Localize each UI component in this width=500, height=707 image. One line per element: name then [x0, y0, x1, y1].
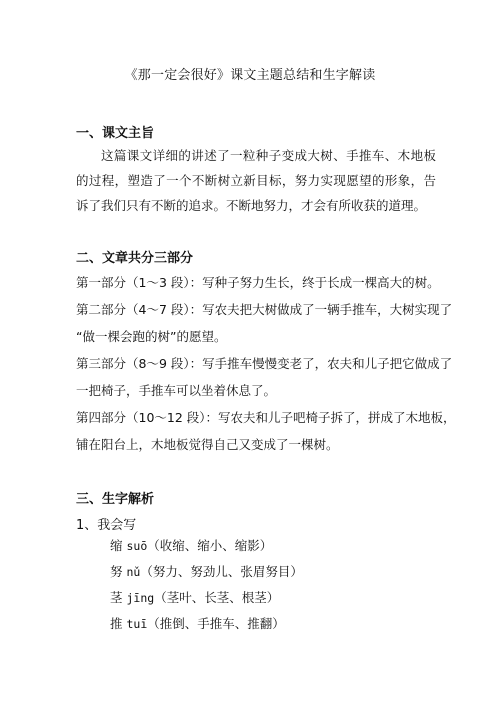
character: 努: [110, 564, 123, 579]
structure-line: 第四部分（10～12 段）：写农夫和儿子吧椅子拆了，拼成了木地板，: [76, 410, 456, 425]
example-words: （收缩、缩小、缩影）: [147, 538, 273, 553]
section-heading-theme: 一、课文主旨: [76, 126, 155, 141]
document-title: 《那一定会很好》课文主题总结和生字解读: [124, 68, 376, 83]
example-words: （茎叶、长茎、根茎）: [154, 590, 280, 605]
structure-line: 第三部分（8～9 段）：写手推车慢慢变老了，农夫和儿子把它做成了: [76, 356, 453, 371]
example-words: （推倒、手推车、推翻）: [147, 616, 285, 631]
character-entry: [110, 536, 272, 556]
section-heading-structure: 二、文章共分三部分: [76, 251, 194, 266]
character: 茎: [110, 590, 123, 605]
example-words: （努力、努劲儿、张眉努目）: [140, 564, 303, 579]
structure-line: 第二部分（4～7 段）：写农夫把大树做成了一辆手推车，大树实现了: [76, 302, 453, 317]
pinyin: suō: [126, 539, 148, 553]
character: 缩: [110, 538, 123, 553]
structure-line: 一把椅子，手推车可以坐着休息了。: [76, 383, 277, 398]
character: 推: [110, 616, 123, 631]
pinyin: tuī: [126, 617, 148, 631]
character-entry: [110, 588, 279, 608]
pinyin: nǔ: [126, 565, 141, 579]
section-heading-characters: 三、生字解析: [76, 492, 155, 507]
theme-paragraph: 这篇课文详细的讲述了一粒种子变成大树、手推车、木地板的过程，塑造了一个不断树立新目标，努力实现愿望的形象，告诉了我们只有不断的追求。不断地努力，才会有所收获的道理。: [76, 148, 436, 213]
character-entry: [110, 614, 285, 634]
character-entry: [110, 562, 303, 582]
subheading-write: 1、我会写: [76, 518, 137, 533]
structure-line: 铺在阳台上，木地板觉得自己又变成了一棵树。: [76, 437, 339, 452]
structure-line: “做一棵会跑的树”的愿望。: [76, 329, 227, 344]
structure-line: 第一部分（1～3 段）：写种子努力生长，终于长成一棵高大的树。: [76, 275, 440, 290]
pinyin: jīng: [126, 591, 155, 605]
